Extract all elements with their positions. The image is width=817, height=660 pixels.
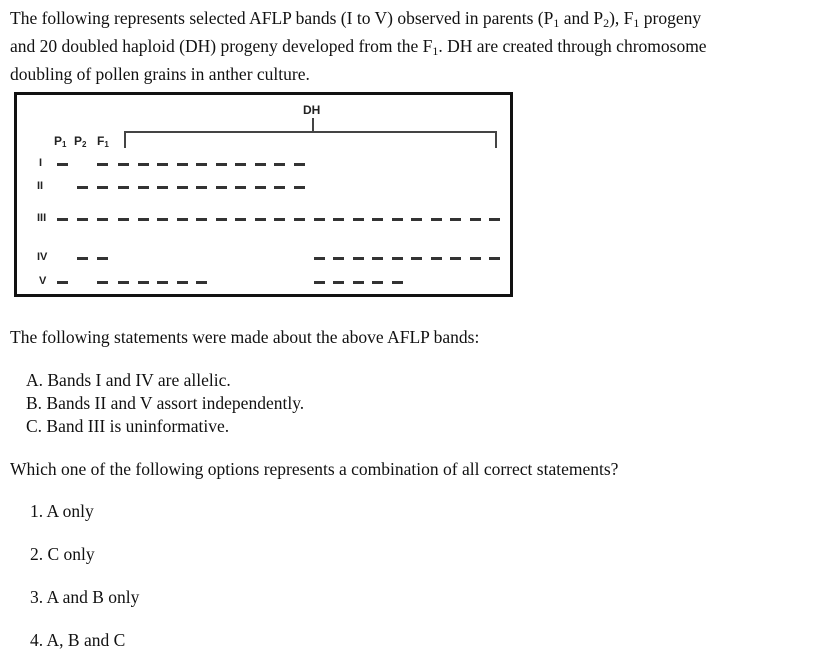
band-iii-dh17 xyxy=(431,218,442,221)
band-ii-dh10 xyxy=(294,186,305,189)
band-iv-dh16 xyxy=(411,257,422,260)
band-i-p1 xyxy=(57,163,68,166)
statement-c: C. Band III is uninformative. xyxy=(26,416,230,436)
band-iii-p2 xyxy=(77,218,88,221)
intro-text: ), F xyxy=(609,8,634,28)
band-label-i: I xyxy=(39,157,43,169)
band-v-dh1 xyxy=(118,281,129,284)
aflp-gel-figure xyxy=(14,92,513,297)
band-v-dh12 xyxy=(333,281,344,284)
band-iii-dh13 xyxy=(353,218,364,221)
bracket-left xyxy=(124,131,126,148)
band-v-p1 xyxy=(57,281,68,284)
band-ii-dh5 xyxy=(196,186,207,189)
statement-b: B. Bands II and V assort independently. xyxy=(26,393,305,413)
band-ii-dh8 xyxy=(255,186,266,189)
intro-text: progeny xyxy=(639,8,702,28)
band-v-dh4 xyxy=(177,281,188,284)
band-i-dh1 xyxy=(118,163,129,166)
question-text: Which one of the following options represents a combination of all correct statements? xyxy=(10,459,619,479)
band-label-v: V xyxy=(39,275,47,287)
band-ii-f1 xyxy=(97,186,108,189)
bracket-top xyxy=(124,131,497,133)
band-iii-dh12 xyxy=(333,218,344,221)
band-i-dh2 xyxy=(138,163,149,166)
lane-label-f1: $F_1$ xyxy=(97,134,109,149)
band-v-dh13 xyxy=(353,281,364,284)
intro-text: . DH are created through chromosome xyxy=(438,36,707,56)
band-v-dh15 xyxy=(392,281,403,284)
intro-text: and 20 doubled haploid (DH) progeny developed from the F xyxy=(10,36,433,56)
band-i-dh10 xyxy=(294,163,305,166)
band-iii-dh14 xyxy=(372,218,383,221)
band-i-dh4 xyxy=(177,163,188,166)
band-iii-dh9 xyxy=(274,218,285,221)
band-ii-dh7 xyxy=(235,186,246,189)
band-v-dh2 xyxy=(138,281,149,284)
band-v-dh14 xyxy=(372,281,383,284)
band-v-f1 xyxy=(97,281,108,284)
band-ii-dh2 xyxy=(138,186,149,189)
band-iii-dh7 xyxy=(235,218,246,221)
intro-paragraph xyxy=(10,4,810,88)
intro-text: and P xyxy=(559,8,604,28)
statements-intro: The following statements were made about the above AFLP bands: xyxy=(10,327,480,347)
band-iii-dh20 xyxy=(489,218,500,221)
option-4[interactable]: 4. A, B and C xyxy=(30,630,126,650)
band-ii-dh1 xyxy=(118,186,129,189)
option-2[interactable]: 2. C only xyxy=(30,544,95,564)
band-iii-dh16 xyxy=(411,218,422,221)
band-i-dh3 xyxy=(157,163,168,166)
band-label-iv: IV xyxy=(37,251,48,263)
band-iii-p1 xyxy=(57,218,68,221)
band-i-dh7 xyxy=(235,163,246,166)
statement-a: A. Bands I and IV are allelic. xyxy=(26,370,231,390)
subscript: 1 xyxy=(432,44,439,58)
band-ii-dh9 xyxy=(274,186,285,189)
band-iv-dh17 xyxy=(431,257,442,260)
intro-text: The following represents selected AFLP bands (I to V) observed in parents (P xyxy=(10,8,554,28)
band-ii-dh6 xyxy=(216,186,227,189)
band-iii-dh8 xyxy=(255,218,266,221)
band-iii-dh11 xyxy=(314,218,325,221)
band-iii-dh3 xyxy=(157,218,168,221)
band-iii-dh19 xyxy=(470,218,481,221)
band-iii-dh18 xyxy=(450,218,461,221)
band-iv-dh20 xyxy=(489,257,500,260)
band-iv-dh13 xyxy=(353,257,364,260)
subscript: 1 xyxy=(553,16,560,30)
subscript: 2 xyxy=(603,16,610,30)
band-label-ii: II xyxy=(37,180,44,192)
lane-label-p1: $P_1$ xyxy=(54,134,67,149)
band-iii-dh6 xyxy=(216,218,227,221)
band-iii-dh5 xyxy=(196,218,207,221)
bracket-stem xyxy=(312,118,314,132)
band-iv-f1 xyxy=(97,257,108,260)
band-i-dh6 xyxy=(216,163,227,166)
option-3[interactable]: 3. A and B only xyxy=(30,587,140,607)
bracket-right xyxy=(495,131,497,148)
band-v-dh5 xyxy=(196,281,207,284)
band-iv-dh14 xyxy=(372,257,383,260)
band-i-dh8 xyxy=(255,163,266,166)
option-1[interactable]: 1. A only xyxy=(30,501,94,521)
band-iii-dh10 xyxy=(294,218,305,221)
band-ii-dh3 xyxy=(157,186,168,189)
band-iii-dh2 xyxy=(138,218,149,221)
band-ii-dh4 xyxy=(177,186,188,189)
intro-text: doubling of pollen grains in anther culture. xyxy=(10,64,310,84)
band-iii-dh4 xyxy=(177,218,188,221)
band-ii-p2 xyxy=(77,186,88,189)
band-i-dh5 xyxy=(196,163,207,166)
band-label-iii: III xyxy=(37,212,47,224)
band-iv-dh18 xyxy=(450,257,461,260)
band-v-dh3 xyxy=(157,281,168,284)
band-iii-f1 xyxy=(97,218,108,221)
dh-label: DH xyxy=(303,103,321,117)
subscript: 1 xyxy=(633,16,640,30)
lane-label-p2: $P_2$ xyxy=(74,134,87,149)
band-iv-dh12 xyxy=(333,257,344,260)
band-iv-dh15 xyxy=(392,257,403,260)
band-iv-dh11 xyxy=(314,257,325,260)
band-iii-dh1 xyxy=(118,218,129,221)
band-i-dh9 xyxy=(274,163,285,166)
band-iv-p2 xyxy=(77,257,88,260)
band-iv-dh19 xyxy=(470,257,481,260)
band-iii-dh15 xyxy=(392,218,403,221)
band-i-f1 xyxy=(97,163,108,166)
band-v-dh11 xyxy=(314,281,325,284)
